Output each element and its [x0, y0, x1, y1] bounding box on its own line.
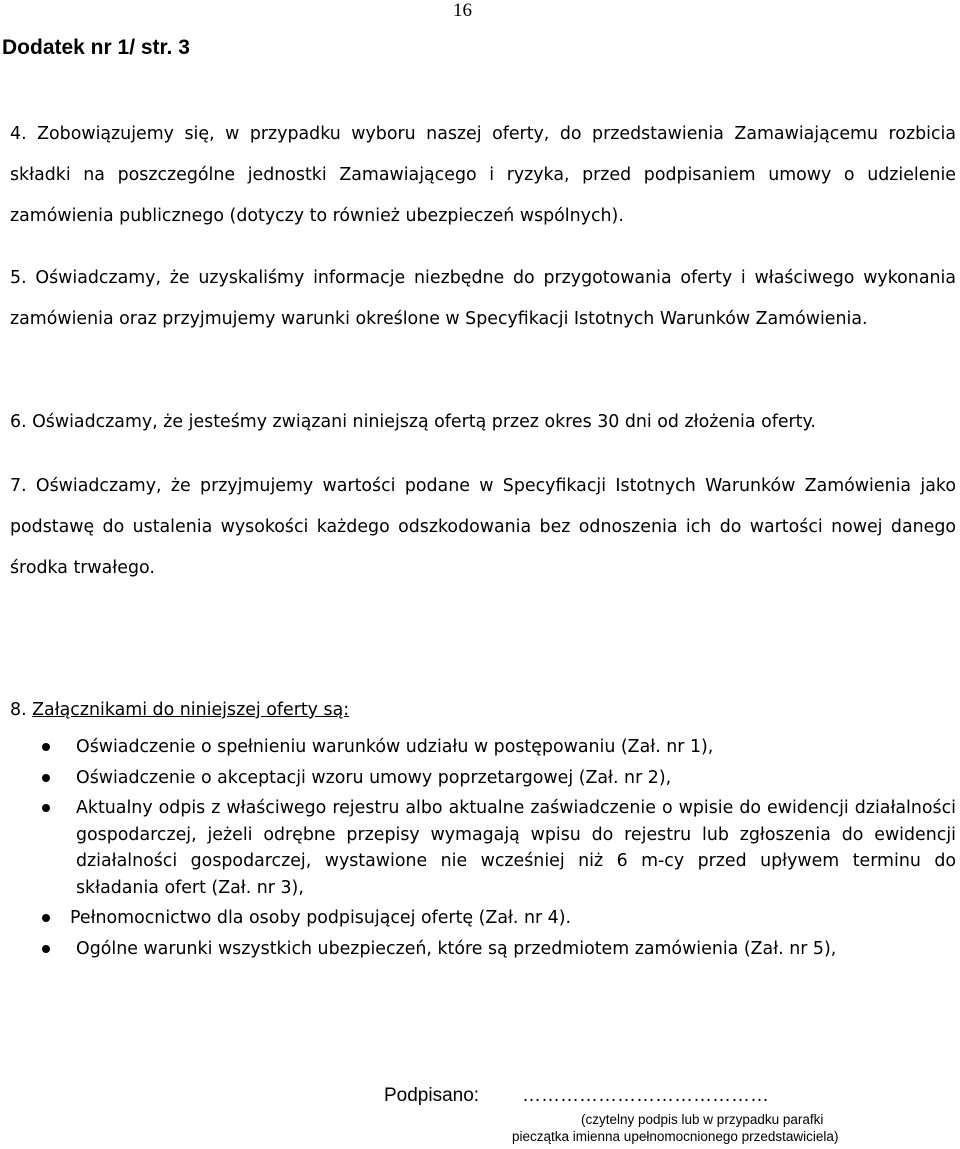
- signature-note-line-2: pieczątka imienna upełnomocnionego przedstawiciela): [512, 1129, 839, 1144]
- bullet-icon: [42, 914, 50, 922]
- list-item-text: Pełnomocnictwo dla osoby podpisującej ofertę (Zał. nr 4).: [70, 908, 572, 928]
- bullet-icon: [42, 774, 50, 782]
- list-item-text: Ogólne warunki wszystkich ubezpieczeń, które są przedmiotem zamówienia (Zał. nr 5),: [76, 938, 837, 959]
- paragraph-6: 6. Oświadczamy, że jesteśmy związani niniejszą ofertą przez okres 30 dni od złożenia oferty.: [10, 412, 816, 432]
- paragraph-7: 7. Oświadczamy, że przyjmujemy wartości podane w Specyfikacji Istotnych Warunków Zamówienia jako podstawę do ustalenia wysokości każdego odszkodowania bez odnoszenia ich do wartości nowej danego środka trwałego.: [10, 476, 956, 578]
- list-item: [42, 936, 956, 963]
- attachments-list: [42, 734, 956, 966]
- attachments-label: Załącznikami do niniejszej oferty są:: [32, 700, 350, 720]
- list-item-text: Oświadczenie o akceptacji wzoru umowy poprzetargowej (Zał. nr 2),: [76, 767, 672, 788]
- bullet-icon: [42, 743, 50, 751]
- signature-note-line-1: (czytelny podpis lub w przypadku parafki: [581, 1112, 824, 1127]
- signature-label: Podpisano:: [384, 1085, 480, 1106]
- list-item-text: Aktualny odpis z właściwego rejestru albo aktualne zaświadczenie o wpisie do ewidencji działalności gospodarczej, jeżeli odrębne przepisy wymagają wpisu do rejestru lub zgłoszenia do ewidencji działalności gospodarczej, wystawione nie wcześniej niż 6 m-cy przed upływem terminu do składania ofert (Zał. nr 3),: [76, 798, 956, 898]
- paragraph-4: 4. Zobowiązujemy się, w przypadku wyboru naszej oferty, do przedstawienia Zamawiającemu rozbicia składki na poszczególne jednostki Zamawiającego i ryzyka, przed podpisaniem umowy o udzielenie zamówienia publicznego (dotyczy to również ubezpieczeń wspólnych).: [10, 124, 956, 226]
- list-item: [42, 795, 956, 901]
- list-item: [42, 905, 956, 932]
- bullet-icon: [42, 945, 50, 953]
- list-item: [42, 734, 956, 761]
- paragraph-5: 5. Oświadczamy, że uzyskaliśmy informacje niezbędne do przygotowania oferty i właściwego wykonania zamówienia oraz przyjmujemy warunki określone w Specyfikacji Istotnych Warunków Zamówienia.: [10, 268, 956, 329]
- page-header: Dodatek nr 1/ str. 3: [2, 36, 190, 59]
- signature-line: …………………………………: [522, 1085, 769, 1106]
- bullet-icon: [42, 804, 50, 812]
- attachments-number: 8.: [10, 700, 33, 720]
- page-number: 16: [453, 0, 472, 21]
- attachments-heading: [10, 697, 349, 723]
- list-item: [42, 765, 956, 792]
- list-item-text: Oświadczenie o spełnieniu warunków udziału w postępowaniu (Zał. nr 1),: [76, 737, 714, 757]
